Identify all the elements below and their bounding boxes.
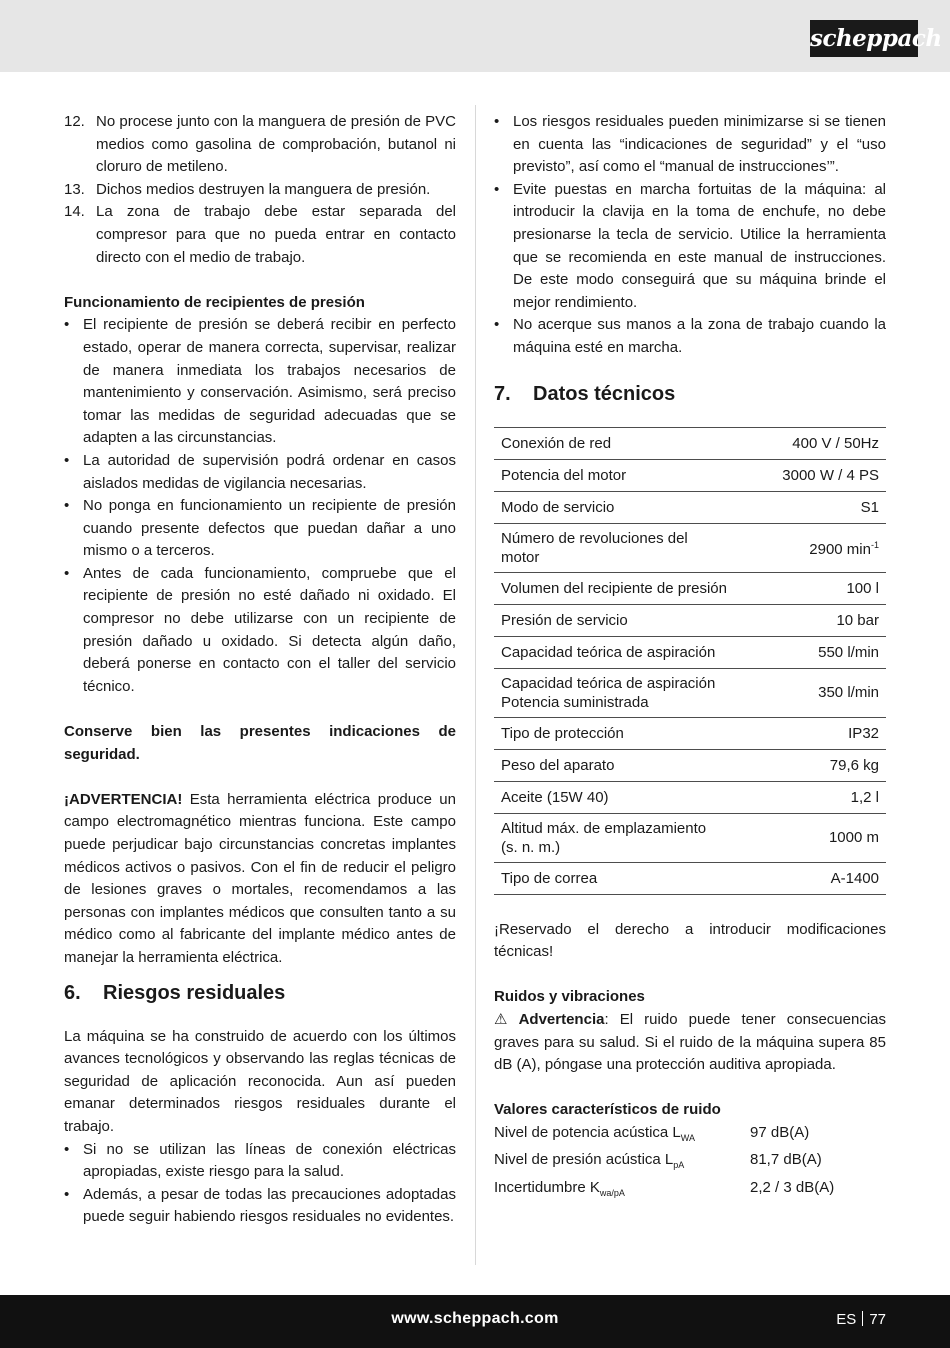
item-text: Evite puestas en marcha fortuitas de la máquina: al introducir la clavija en la toma de enchufe, no debe presionarse la tecla de servicio. Utilice la herramienta que se recomienda en este manual de instrucciones. De este modo conseguirá que su máquina brinde el mejor rendimiento. xyxy=(513,180,886,311)
table-row xyxy=(494,636,886,668)
list-item: • No acerque sus manos a la zona de trabajo cuando la máquina esté en marcha. xyxy=(494,316,886,356)
section-6-intro: La máquina se ha construido de acuerdo con los últimos avances tecnológicos y observando las reglas técnicas de seguridad de aplicación reconocida. Aun así pueden emanar determinados riesgos residuales durante el trabajo. xyxy=(64,1027,456,1135)
list-item: • Los riesgos residuales pueden minimizarse si se tienen en cuenta las “indicaciones de seguridad” y el “uso previsto”, así como el “manual de instrucciones’”. xyxy=(494,113,886,176)
list-item: • Si no se utilizan las líneas de conexión eléctricas apropiadas, existe riesgo para la salud. xyxy=(64,1140,456,1181)
table-row xyxy=(494,491,886,523)
technical-data-table xyxy=(494,427,886,895)
list-item: • No ponga en funcionamiento un recipiente de presión cuando presente defectos que puedan dañar a uno mismo o a terceros. xyxy=(64,497,456,560)
list-item xyxy=(64,111,456,179)
table-label: Capacidad teórica de aspiración xyxy=(494,636,762,668)
table-row xyxy=(494,781,886,813)
item-text: Además, a pesar de todas las precauciones adoptadas puede seguir habiendo riesgos residuales no evidentes. xyxy=(83,1185,456,1226)
emf-warning-paragraph xyxy=(64,789,456,970)
right-column xyxy=(494,111,886,1205)
page-footer xyxy=(0,1295,950,1348)
table-row xyxy=(494,427,886,459)
table-label: Tipo de correa xyxy=(494,862,762,894)
website-link[interactable]: www.scheppach.com xyxy=(391,1310,559,1327)
table-label: Altitud máx. de emplazamiento (s. n. m.) xyxy=(494,813,762,862)
warning-triangle-icon: ⚠ xyxy=(494,1010,508,1028)
item-text: Si no se utilizan las líneas de conexión eléctricas apropiadas, existe riesgo para la salud. xyxy=(83,1140,456,1181)
table-value: 2900 $\min^{-1}$ xyxy=(762,523,886,572)
noise-value-row: Nivel de presión acústica $L_{pA}$ 81,7 dB(A) xyxy=(494,1149,886,1177)
section-7-title xyxy=(494,381,886,407)
table-label: Modo de servicio xyxy=(494,491,762,523)
residual-risks-continued-list xyxy=(494,111,886,360)
table-row xyxy=(494,813,886,862)
reserved-rights-notice: ¡Reservado el derecho a introducir modificaciones técnicas! xyxy=(494,920,886,961)
table-row xyxy=(494,523,886,572)
item-text: Los riesgos residuales pueden minimizarse si se tienen en cuenta las “indicaciones de seguridad” y el “uso previsto”, así como el “manual de instrucciones’”. xyxy=(513,113,886,176)
noise-value: 81,7 dB(A) xyxy=(750,1151,822,1169)
warning-label: Advertencia xyxy=(518,1010,605,1028)
table-label: Presión de servicio xyxy=(494,604,762,636)
table-value: 79,6 kg xyxy=(762,749,886,781)
item-number: 14. xyxy=(64,203,85,221)
item-text: No procese junto con la manguera de presión de PVC medios como gasolina de comprobación, butanol ni cloruro de metileno. xyxy=(96,113,456,176)
table-label: Conexión de red xyxy=(494,427,762,459)
warning-text: : El ruido puede tener consecuencias graves para su salud. Si el ruido de la máquina supera 85 dB (A), póngase una protección auditiva apropiada. xyxy=(494,1010,887,1074)
table-row xyxy=(494,668,886,717)
item-text: El recipiente de presión se deberá recibir en perfecto estado, operar de manera correcta, supervisar, realizar de manera inmediata los trabajos necesarios de mantenimiento y conservación. Asimismo, será preciso tomar las medidas de seguridad adecuadas que se adapten a las circunstancias. xyxy=(83,316,456,447)
noise-value: 97 dB(A) xyxy=(750,1123,810,1141)
table-label: Número de revoluciones del motor xyxy=(494,523,762,572)
noise-value: 2,2 / 3 dB(A) xyxy=(750,1179,835,1197)
item-number: 12. xyxy=(64,113,85,130)
table-value: IP32 xyxy=(762,717,886,749)
table-label: Capacidad teórica de aspiración Potencia suministrada xyxy=(494,668,762,717)
residual-risks-list xyxy=(64,1139,456,1229)
page-number: ES 77 xyxy=(836,1311,886,1328)
noise-value-row: Incertidumbre $K_{wa/pA}$ 2,2 / 3 dB(A) xyxy=(494,1177,886,1205)
item-text: Antes de cada funcionamiento, compruebe que el recipiente de presión no esté dañado ni oxidado. El compresor no debe utilizarse con un recipiente de presión dañado u oxidado. Si detecta algún daño, deberá ponerse en contacto con el taller del servicio técnico. xyxy=(83,564,456,695)
item-text: Dichos medios destruyen la manguera de presión. xyxy=(96,180,431,198)
section-title-text: Riesgos residuales xyxy=(103,981,286,1004)
table-label: Potencia del motor xyxy=(494,459,762,491)
warning-text: Esta herramienta eléctrica produce un campo electromagnético mientras funciona. Este campo puede perjudicar bajo circunstancias concretas implantes médicos activos o pasivos. Con el fin de reducir el peligro de lesiones graves o mortales, recomendamos a las personas con implantes médicos que consulten tanto a su médico como al fabricante del implante médico antes de manejar la herramienta eléctrica. xyxy=(64,790,456,966)
noise-heading: Ruidos y vibraciones xyxy=(494,988,645,1006)
table-label: Volumen del recipiente de presión xyxy=(494,572,762,604)
scheppach-logo: scheppach xyxy=(810,20,918,57)
left-column xyxy=(64,111,456,1229)
section-title-text: Datos técnicos xyxy=(533,382,676,405)
table-value: 400 V / 50Hz xyxy=(762,427,886,459)
table-value: S1 xyxy=(762,491,886,523)
section-number: 6. xyxy=(64,981,81,1004)
list-item: • El recipiente de presión se deberá recibir en perfecto estado, operar de manera correcta, supervisar, realizar de manera inmediata los trabajos necesarios de mantenimiento y conservación. Asimismo, será preciso tomar las medidas de seguridad adecuadas que se adapten a las circunstancias. xyxy=(64,316,456,447)
pressure-vessel-list xyxy=(64,314,456,698)
table-value: 550 l/min xyxy=(762,636,886,668)
noise-values-heading: Valores característicos de ruido xyxy=(494,1101,721,1119)
table-value: 350 l/min xyxy=(762,668,886,717)
table-row xyxy=(494,749,886,781)
table-value: 1,2 l xyxy=(762,781,886,813)
section-number: 7. xyxy=(494,382,511,405)
table-row xyxy=(494,717,886,749)
table-value: A-1400 xyxy=(762,862,886,894)
list-item: • Además, a pesar de todas las precauciones adoptadas puede seguir habiendo riesgos residuales no evidentes. xyxy=(64,1185,456,1226)
table-label: Peso del aparato xyxy=(494,749,762,781)
table-value: 100 l xyxy=(762,572,886,604)
pressure-vessel-heading: Funcionamiento de recipientes de presión xyxy=(64,293,365,311)
item-text: La autoridad de supervisión podrá ordenar en casos aislados medidas de vigilancia necesarias. xyxy=(83,451,456,492)
list-item: • Evite puestas en marcha fortuitas de la máquina: al introducir la clavija en la toma de enchufe, no debe presionarse la tecla de servicio. Utilice la herramienta que se recomienda en este manual de instrucciones. De este modo conseguirá que su máquina brinde el mejor rendimiento. xyxy=(494,180,886,311)
column-divider xyxy=(475,105,476,1265)
table-row xyxy=(494,862,886,894)
list-item: • Antes de cada funcionamiento, compruebe que el recipiente de presión no esté dañado ni oxidado. El compresor no debe utilizarse con un recipiente de presión dañado u oxidado. Si detecta algún daño, deberá ponerse en contacto con el taller del servicio técnico. xyxy=(64,564,456,695)
table-label: Aceite (15W 40) xyxy=(494,781,762,813)
list-item xyxy=(64,201,456,269)
noise-warning xyxy=(494,1009,886,1077)
section-6-title xyxy=(64,980,456,1006)
table-row xyxy=(494,572,886,604)
list-item: • La autoridad de supervisión podrá ordenar en casos aislados medidas de vigilancia necesarias. xyxy=(64,451,456,492)
item-text: No ponga en funcionamiento un recipiente de presión cuando presente defectos que puedan dañar a uno mismo o a terceros. xyxy=(83,497,456,560)
table-value: 3000 W / 4 PS xyxy=(762,459,886,491)
table-value: 1000 m xyxy=(762,813,886,862)
table-row xyxy=(494,604,886,636)
table-label: Tipo de protección xyxy=(494,717,762,749)
list-item xyxy=(64,179,456,202)
table-value: 10 bar xyxy=(762,604,886,636)
noise-value-row: Nivel de potencia acústica $L_{WA}$ 97 dB(A) xyxy=(494,1122,886,1150)
item-number: 13. xyxy=(64,180,85,198)
item-text: La zona de trabajo debe estar separada del compresor para que no pueda entrar en contacto directo con el medio de trabajo. xyxy=(96,203,456,266)
page-header xyxy=(0,0,950,72)
item-text: No acerque sus manos a la zona de trabajo cuando la máquina esté en marcha. xyxy=(513,316,886,356)
numbered-safety-list xyxy=(64,111,456,269)
table-row xyxy=(494,459,886,491)
keep-instructions-notice: Conserve bien las presentes indicaciones de seguridad. xyxy=(64,723,456,763)
warning-label: ¡ADVERTENCIA! xyxy=(64,790,183,808)
